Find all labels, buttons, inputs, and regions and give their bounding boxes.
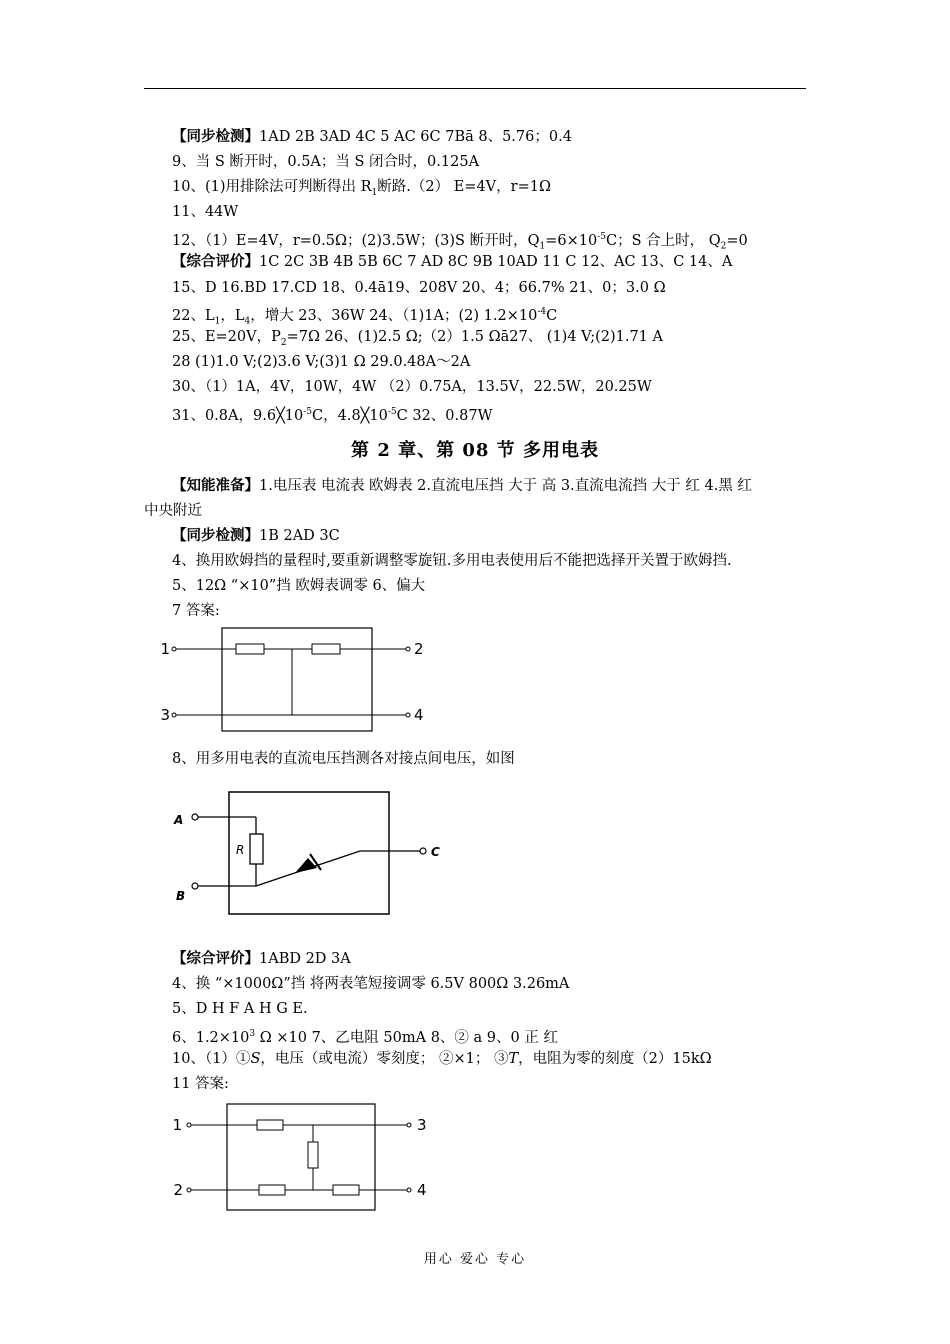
circuit-diagram-8 bbox=[165, 784, 455, 920]
answer-line: 9、当 S 断开时，0.5A；当 S 闭合时，0.125A bbox=[172, 154, 480, 170]
answer-line: 4、换用欧姆挡的量程时,要重新调整零旋钮.多用电表使用后不能把选择开关置于欧姆挡. bbox=[172, 553, 732, 569]
answer-line: 30、（1）1A，4V，10W，4W （2）0.75A，13.5V，22.5W，20.25W bbox=[172, 379, 652, 395]
knowledge-prep-answers: 【知能准备】1.电压表 电流表 欧姆表 2.直流电压挡 大于 高 3.直流电流挡 大于 红 4.黑 红 bbox=[172, 477, 752, 494]
resistor bbox=[236, 644, 264, 654]
answer-line: 5、D H F A H G E. bbox=[172, 1001, 308, 1017]
comprehensive-answers-1: 【综合评价】1C 2C 3B 4B 5B 6C 7 AD 8C 9B 10AD 11 C 12、AC 13、C 14、A bbox=[172, 253, 733, 270]
sync-check-answers-2: 【同步检测】1B 2AD 3C bbox=[172, 527, 340, 544]
resistor bbox=[312, 644, 340, 654]
answer-line: 22、$L_1$，$L_4$，增大 23、36W 24、（1)1A；(2) $1.2\times 10^{-4}C$ bbox=[172, 307, 558, 327]
answer-line: 8、用多用电表的直流电压挡测各对接点间电压，如图 bbox=[172, 751, 515, 767]
answer-line: 4、换 “×1000Ω”挡 将两表笔短接调零 6.5V 800Ω 3.26mA bbox=[172, 976, 570, 992]
comprehensive-answers-2: 【综合评价】1ABD 2D 3A bbox=[172, 950, 351, 967]
answer-line: 7 答案: bbox=[172, 603, 220, 619]
answer-line: 6、$1.2\times 10^3$ Ω ×10 7、乙电阻 50mA 8、② a 9、0 正 红 bbox=[172, 1029, 558, 1046]
answer-line: 25、E=20V，$P_2=7\Omega$ 26、(1)2.5 Ω;（2）1.5 Ωā27、 (1)4 V;(2)1.71 A bbox=[172, 329, 663, 348]
section-heading: 第 2 章、第 08 节 多用电表 bbox=[351, 440, 599, 461]
terminal-label-c: C bbox=[431, 845, 440, 859]
answer-line: 5、12Ω “×10”挡 欧姆表调零 6、偏大 bbox=[172, 578, 426, 594]
answer-line: 31、0.8A，$9.6╳10^{-5}C$，$4.8╳10^{-5}C$ 32、0.87W bbox=[172, 407, 493, 424]
resistor bbox=[308, 1142, 318, 1168]
resistor bbox=[259, 1185, 285, 1195]
resistor-label: R bbox=[236, 843, 245, 857]
terminal-label-a: A bbox=[174, 813, 184, 827]
terminal-label: 2 bbox=[173, 1181, 183, 1199]
circuit-diagram-11 bbox=[165, 1098, 445, 1218]
resistor bbox=[257, 1120, 283, 1130]
terminal-label: 3 bbox=[417, 1116, 427, 1134]
answer-line: 11 答案: bbox=[172, 1076, 229, 1092]
answer-line: 28 (1)1.0 V;(2)3.6 V;(3)1 Ω 29.0.48A～2A bbox=[172, 354, 471, 370]
circuit-diagram-7 bbox=[160, 622, 440, 734]
answer-line: 10、（1）①S，电压（或电流）零刻度； ②×1； ③T，电阻为零的刻度（2）15kΩ bbox=[172, 1051, 712, 1067]
answer-line: 中央附近 bbox=[144, 503, 202, 519]
resistor-r bbox=[250, 834, 263, 864]
header-rule bbox=[144, 88, 806, 89]
answer-line: 15、D 16.BD 17.CD 18、0.4ā19、208V 20、4；66.7% 21、0；3.0 Ω bbox=[172, 280, 666, 296]
page-footer: 用心 爱心 专心 bbox=[423, 1252, 527, 1267]
terminal-label: 4 bbox=[417, 1181, 427, 1199]
terminal-label: 4 bbox=[414, 706, 424, 724]
resistor bbox=[333, 1185, 359, 1195]
terminal-label-b: B bbox=[176, 889, 186, 903]
answer-line: 11、44W bbox=[172, 204, 239, 220]
answer-line: 12、（1）E=4V，r=0.5Ω；(2)3.5W；(3)S 断开时，$Q_1=6\times 10^{-5}C$；S 合上时， $Q_2=0$ bbox=[172, 232, 748, 252]
terminal-label: 2 bbox=[414, 640, 424, 658]
terminal-label: 3 bbox=[160, 706, 170, 724]
sync-check-answers-1: 【同步检测】1AD 2B 3AD 4C 5 AC 6C 7Bā 8、5.76；0.4 bbox=[172, 128, 572, 145]
answer-line: 10、(1)用排除法可判断得出 $R_1$断路.（2） E=4V，r=1Ω bbox=[172, 179, 551, 198]
terminal-label: 1 bbox=[160, 640, 170, 658]
terminal-label: 1 bbox=[172, 1116, 182, 1134]
